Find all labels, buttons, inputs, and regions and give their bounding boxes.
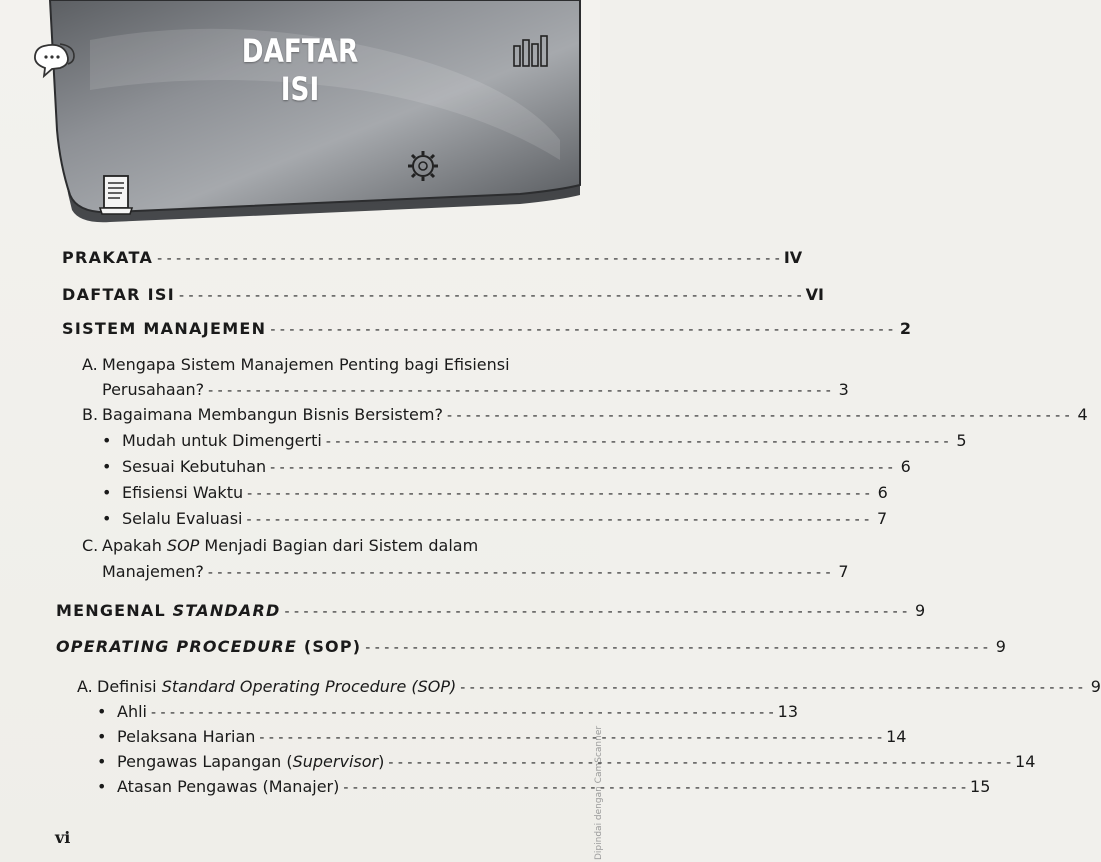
toc-label: Atasan Pengawas (Manajer) xyxy=(117,777,340,796)
toc-subentry[interactable] xyxy=(97,726,907,748)
toc-label-post: ) xyxy=(378,752,385,771)
bullet-icon: • xyxy=(97,727,107,746)
dot-leader xyxy=(259,727,882,749)
toc-label-italic: Supervisor xyxy=(292,752,379,771)
bullet-icon: • xyxy=(97,702,107,721)
toc-label-italic: SOP xyxy=(166,536,200,555)
toc-page-number: 2 xyxy=(899,319,912,338)
toc-page-number: 4 xyxy=(1077,405,1088,424)
toc-entry-prakata[interactable] xyxy=(62,247,803,269)
bullet-icon: • xyxy=(97,752,107,771)
toc-page-number: 5 xyxy=(956,431,967,450)
section-letter: A. xyxy=(82,355,98,374)
scanner-watermark xyxy=(582,700,604,860)
toc-page-number: 13 xyxy=(777,702,799,721)
toc-page-number: VI xyxy=(805,285,824,304)
dot-leader xyxy=(208,562,831,584)
bullet-icon: • xyxy=(102,457,112,476)
dot-leader xyxy=(179,285,802,307)
section-letter: C. xyxy=(82,536,99,555)
toc-page-number: 3 xyxy=(838,380,849,399)
toc-label-italic: STANDARD xyxy=(172,601,281,620)
toc-subentry[interactable] xyxy=(102,430,967,452)
toc-subentry[interactable] xyxy=(97,751,1036,773)
toc-subentry[interactable] xyxy=(97,701,799,723)
toc-label-post: Menjadi Bagian dari Sistem dalam xyxy=(199,536,479,555)
dot-leader xyxy=(157,248,780,270)
toc-subentry[interactable] xyxy=(102,456,911,478)
toc-label: Perusahaan? xyxy=(102,380,205,399)
toc-page-number: 15 xyxy=(970,777,991,796)
toc-label: Definisi xyxy=(97,677,162,696)
dot-leader xyxy=(270,457,893,479)
toc-label: MENGENAL xyxy=(56,601,173,620)
dot-leader xyxy=(246,509,869,531)
dot-leader xyxy=(247,483,870,505)
toc-entry-daftar-isi[interactable] xyxy=(62,284,824,306)
bullet-icon: • xyxy=(97,777,107,796)
toc-page-number: 9 xyxy=(915,601,926,620)
toc-entry-op-a[interactable] xyxy=(77,676,1101,698)
toc-label: Efisiensi Waktu xyxy=(122,483,244,502)
toc-entry-sm-c[interactable] xyxy=(102,561,849,583)
toc-page-number: 9 xyxy=(995,637,1006,656)
dot-leader xyxy=(343,777,966,799)
toc-page-number: 6 xyxy=(900,457,911,476)
toc-entry-sistem-manajemen[interactable] xyxy=(62,318,912,340)
dot-leader xyxy=(151,702,774,724)
toc-page-number: 14 xyxy=(1015,752,1036,771)
dot-leader xyxy=(285,601,908,623)
section-letter: A. xyxy=(77,677,93,696)
bullet-icon: • xyxy=(102,483,112,502)
toc-entry-operating-procedure[interactable] xyxy=(56,636,1006,658)
toc-label: (SOP) xyxy=(297,637,362,656)
dot-leader xyxy=(447,405,1070,427)
toc-label: Pengawas Lapangan ( xyxy=(117,752,293,771)
toc-label: PRAKATA xyxy=(62,248,154,267)
toc-label-italic: Standard Operating Procedure (SOP) xyxy=(161,677,457,696)
toc-subentry[interactable] xyxy=(102,482,888,504)
toc-subentry[interactable] xyxy=(102,508,888,530)
toc-page-number: IV xyxy=(783,248,803,267)
toc-label: SISTEM MANAJEMEN xyxy=(62,319,267,338)
toc-page-number: 14 xyxy=(886,727,907,746)
dot-leader xyxy=(388,752,1011,774)
toc-label: Bagaimana Membangun Bisnis Bersistem? xyxy=(102,405,443,424)
toc-label: Mengapa Sistem Manajemen Penting bagi Efisiensi xyxy=(102,355,510,374)
toc-entry-mengenal-standard[interactable] xyxy=(56,600,926,622)
dot-leader xyxy=(326,431,949,453)
bullet-icon: • xyxy=(102,431,112,450)
toc-entry-sm-a-line1[interactable] xyxy=(82,354,510,376)
watermark-text: Dipindai dengan CamScanner xyxy=(594,725,604,860)
dot-leader xyxy=(270,319,893,341)
toc-label: DAFTAR ISI xyxy=(62,285,175,304)
toc-page-number: 6 xyxy=(877,483,888,502)
toc-subentry[interactable] xyxy=(97,776,991,798)
title-line-1: DAFTAR xyxy=(241,32,359,70)
title-line-2: ISI xyxy=(280,70,320,108)
bullet-icon: • xyxy=(102,509,112,528)
dot-leader xyxy=(365,637,988,659)
toc-label: Ahli xyxy=(117,702,147,721)
dot-leader xyxy=(208,380,831,402)
toc-label-pre: Apakah xyxy=(102,536,167,555)
toc-label-italic: OPERATING PROCEDURE xyxy=(56,637,298,656)
toc-label: Selalu Evaluasi xyxy=(122,509,243,528)
toc-label: Sesuai Kebutuhan xyxy=(122,457,267,476)
toc-page-number: 9 xyxy=(1090,677,1101,696)
toc-page-number: 7 xyxy=(876,509,888,528)
toc-label: Manajemen? xyxy=(102,562,204,581)
dot-leader xyxy=(460,677,1083,699)
toc-entry-sm-b[interactable] xyxy=(82,404,1088,426)
toc-label: Pelaksana Harian xyxy=(117,727,256,746)
toc-label: Mudah untuk Dimengerti xyxy=(122,431,322,450)
section-letter: B. xyxy=(82,405,99,424)
toc-page-number: 7 xyxy=(838,562,849,581)
toc-entry-sm-a[interactable] xyxy=(102,379,849,401)
page-number: vi xyxy=(55,828,71,847)
toc-entry-sm-c-line1[interactable] xyxy=(82,535,478,557)
